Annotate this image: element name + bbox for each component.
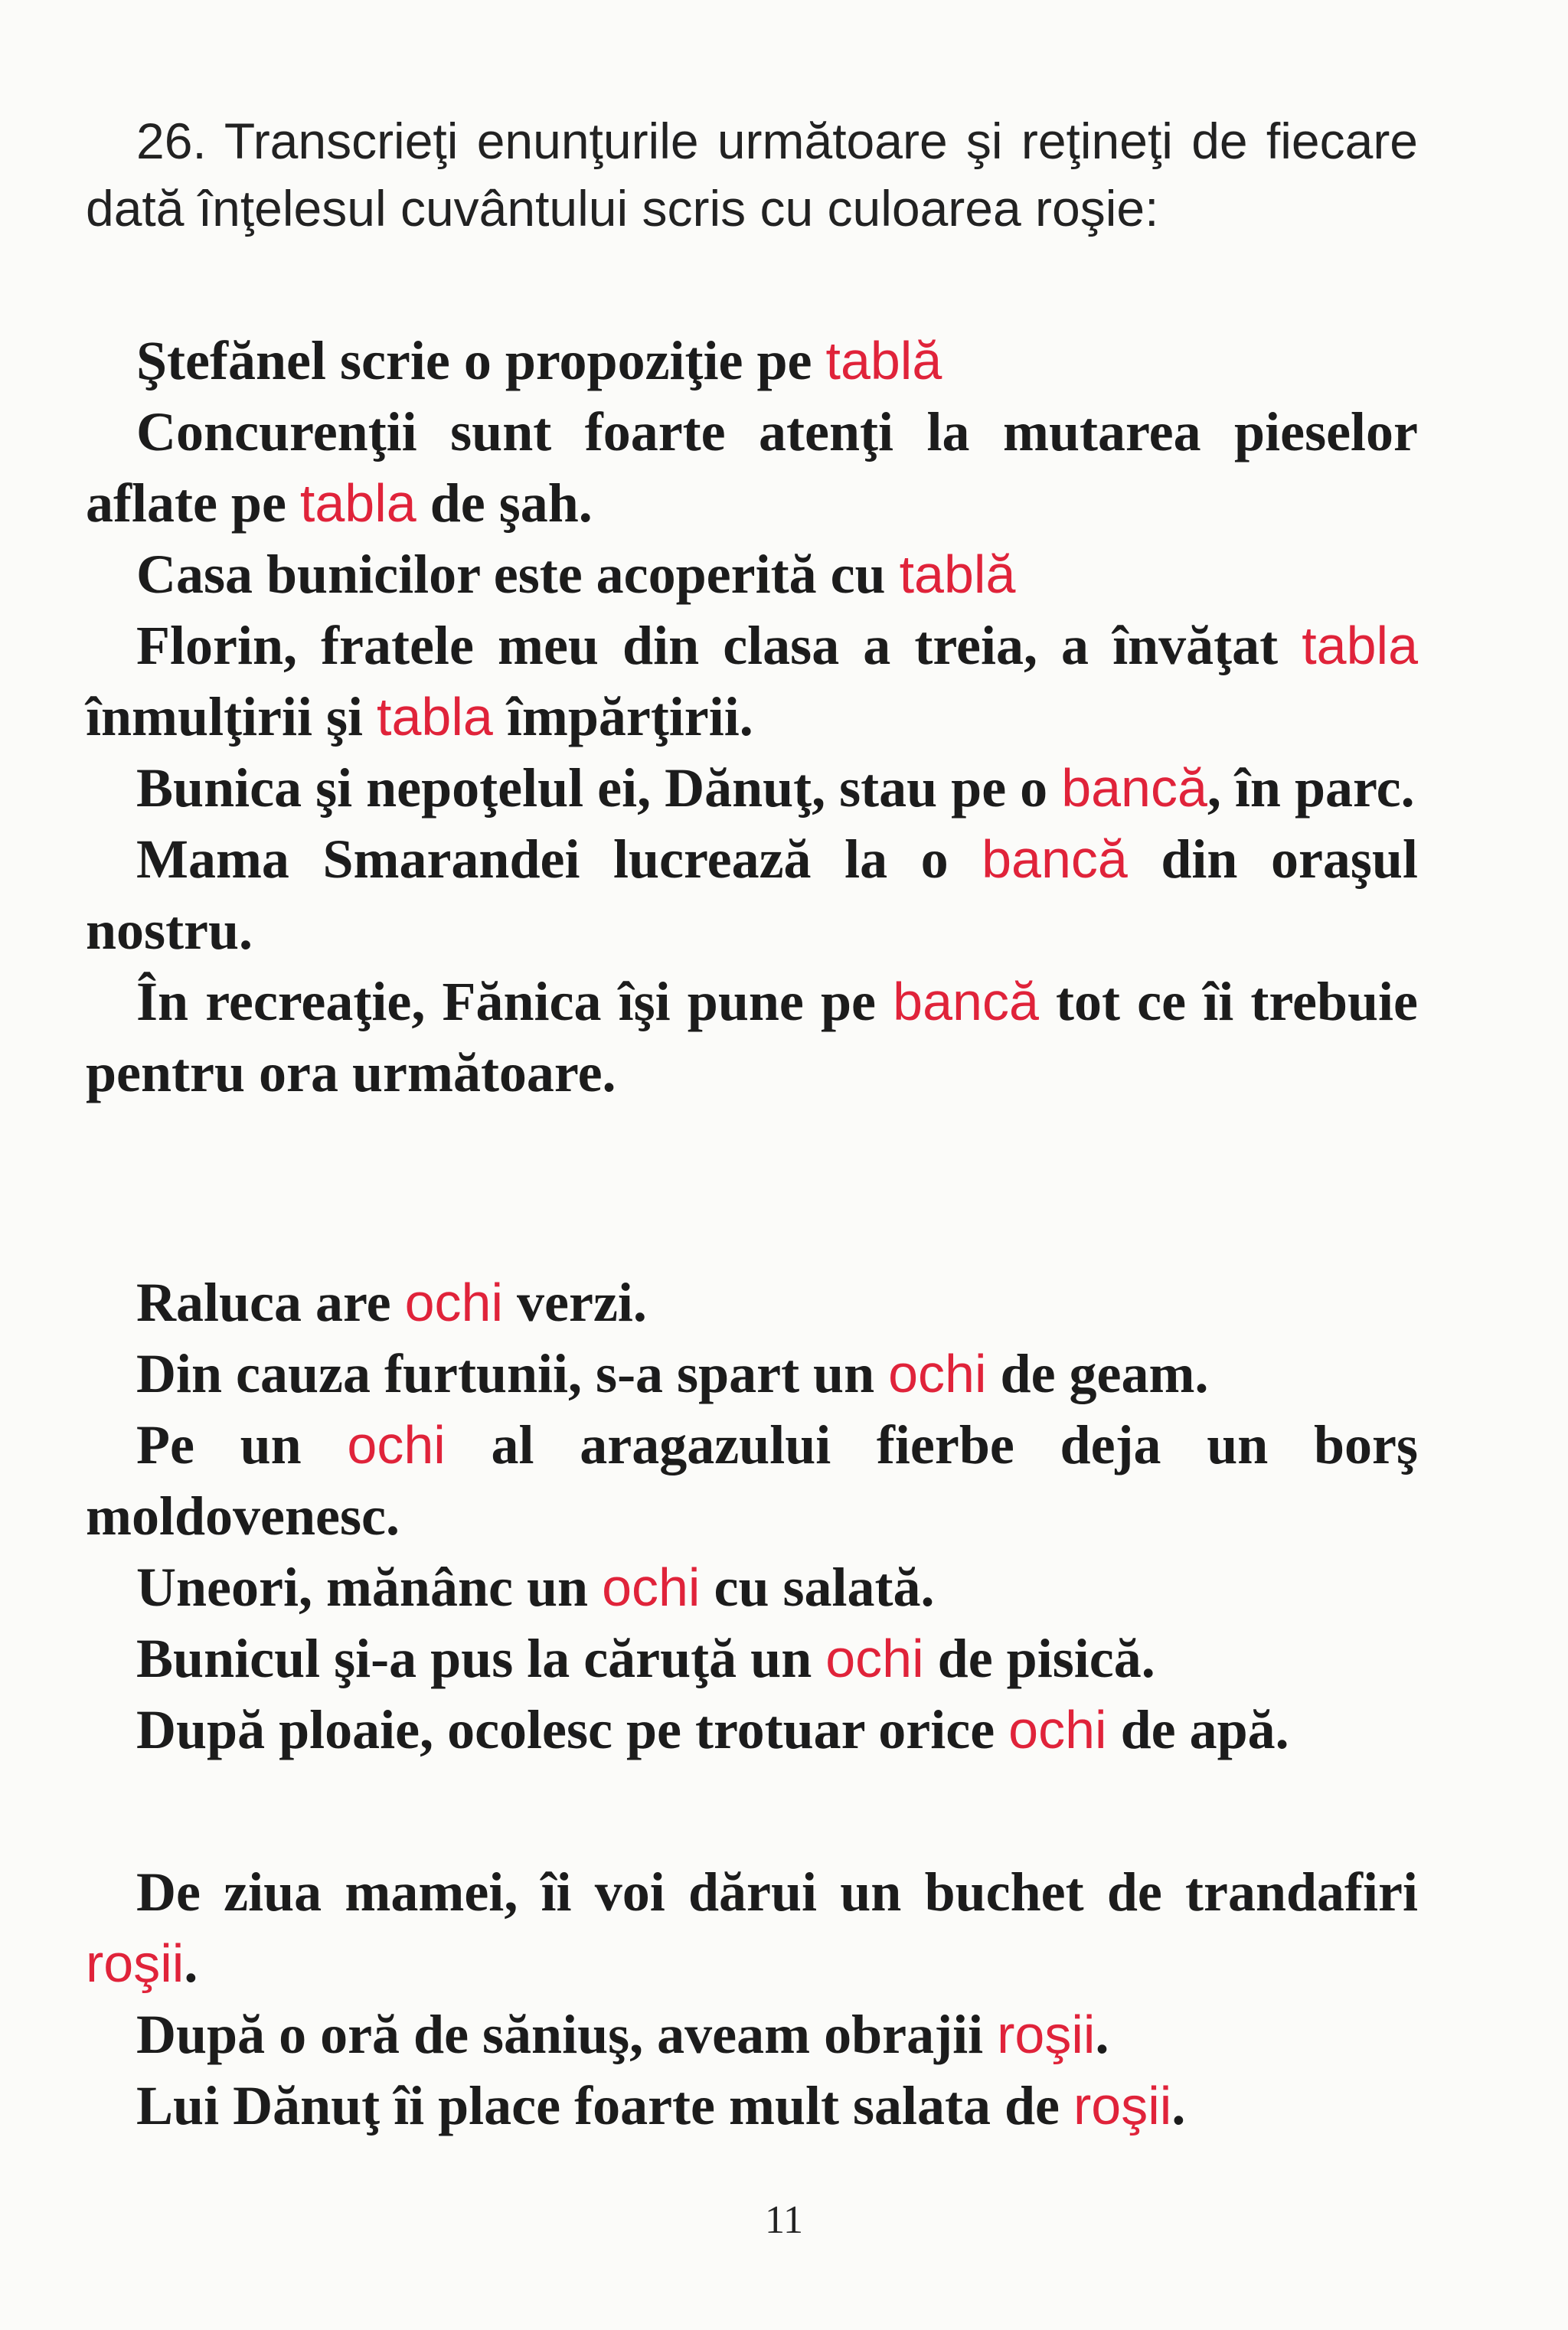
highlighted-word: ochi: [888, 1344, 987, 1404]
sentence: Bunicul şi-a pus la căruţă un ochi de pisică.: [136, 1628, 1155, 1689]
highlighted-word: tabla: [377, 687, 493, 747]
section-tabla-banca: [86, 325, 1418, 1109]
highlighted-word: tablă: [825, 331, 942, 391]
highlighted-word: tabla: [1302, 616, 1418, 675]
sentence: Bunica şi nepoţelul ei, Dănuţ, stau pe o bancă, în parc.: [136, 757, 1415, 819]
sentence: Lui Dănuţ îi place foarte mult salata de roşii.: [136, 2075, 1186, 2136]
highlighted-word: bancă: [893, 972, 1039, 1031]
highlighted-word: tablă: [899, 544, 1016, 604]
sentence: Florin, fratele meu din clasa a treia, a învăţat tabla înmulţirii şi tabla împărţirii.: [86, 615, 1418, 747]
page-number: 11: [764, 2198, 804, 2242]
exercise-instruction: 26. Transcrieţi enunţurile următoare şi reţineţi de fiecare dată înţelesul cuvântului scris cu culoarea roşie:: [86, 113, 1418, 237]
highlighted-word: roşii: [997, 2005, 1096, 2064]
highlighted-word: roşii: [86, 1933, 185, 1993]
sentence: Casa bunicilor este acoperită cu tablă: [136, 544, 1016, 605]
highlighted-word: ochi: [825, 1629, 924, 1688]
sentence: În recreaţie, Fănica îşi pune pe bancă tot ce îi trebuie pentru ora următoare.: [86, 971, 1419, 1103]
sentence: Concurenţii sunt foarte atenţi la mutarea pieselor aflate pe tabla de şah.: [86, 401, 1418, 534]
sentence: De ziua mamei, îi voi dărui un buchet de trandafiri roşii.: [86, 1861, 1418, 1994]
highlighted-word: ochi: [347, 1415, 446, 1475]
sentence: Din cauza furtunii, s-a spart un ochi de geam.: [136, 1343, 1209, 1404]
sentence: Pe un ochi al aragazului fierbe deja un borş moldovenesc.: [86, 1414, 1418, 1547]
highlighted-word: ochi: [602, 1557, 701, 1617]
sentence: Mama Smarandei lucrează la o bancă din oraşul nostru.: [86, 828, 1418, 961]
sentence: Raluca are ochi verzi.: [136, 1272, 647, 1333]
highlighted-word: tabla: [299, 473, 416, 533]
highlighted-word: ochi: [1008, 1700, 1107, 1760]
section-rosii: [86, 1857, 1418, 2142]
sentence: După ploaie, ocolesc pe trotuar orice ochi de apă.: [136, 1699, 1289, 1760]
section-ochi: [86, 1267, 1418, 1766]
highlighted-word: roşii: [1073, 2076, 1172, 2136]
sentence: Ştefănel scrie o propoziţie pe tablă: [136, 330, 942, 391]
sentence: După o oră de săniuş, aveam obrajii roşii.: [136, 2004, 1109, 2065]
highlighted-word: ochi: [404, 1273, 504, 1332]
highlighted-word: bancă: [982, 829, 1128, 889]
sentence: Uneori, mănânc un ochi cu salată.: [136, 1557, 935, 1618]
highlighted-word: bancă: [1061, 758, 1207, 818]
